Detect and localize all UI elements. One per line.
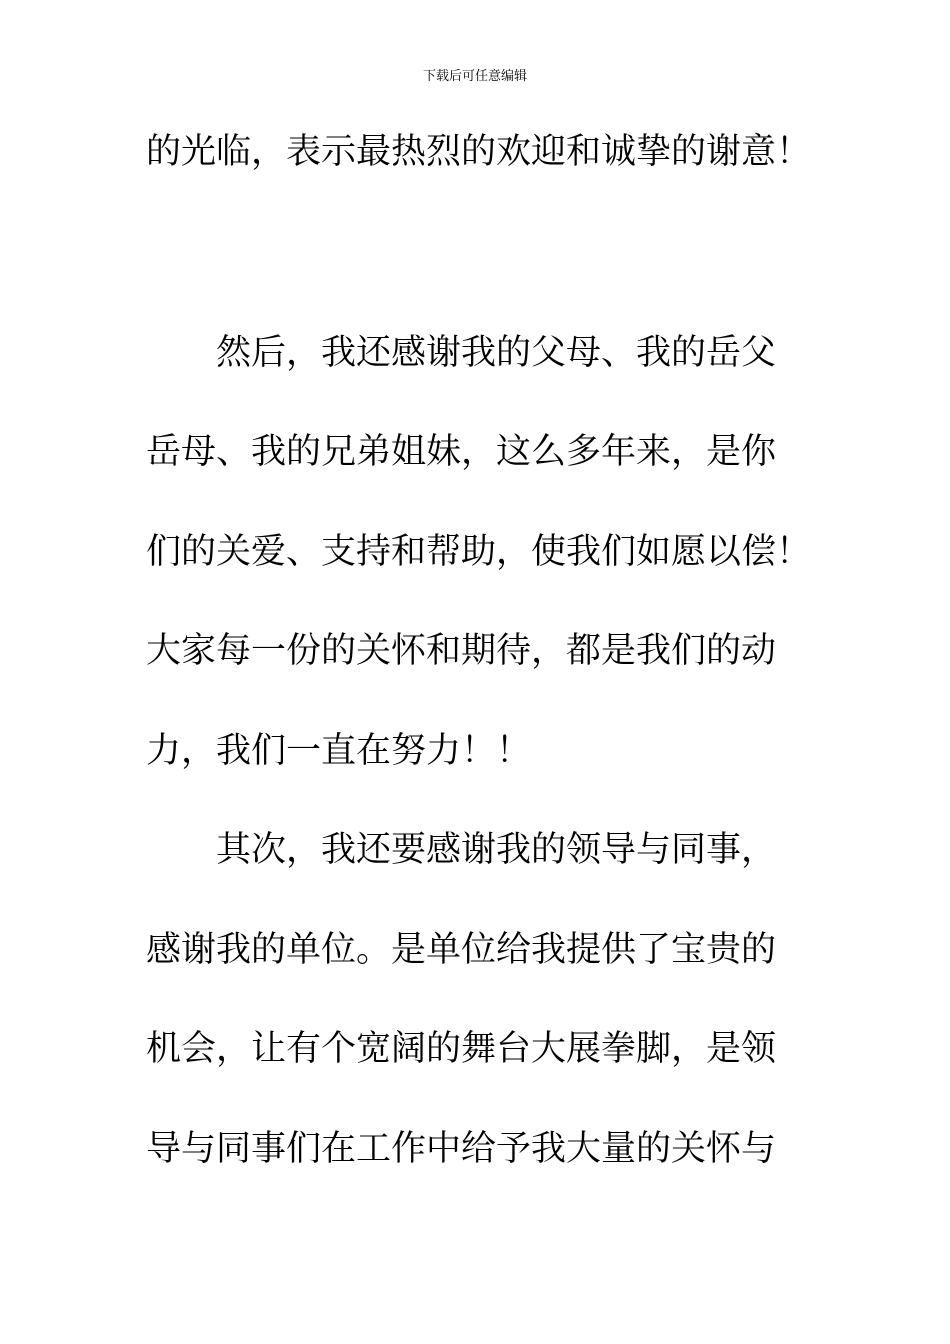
text-line: 们的关爱、支持和帮助，使我们如愿以偿！ [146,532,812,572]
text-line: 然后，我还感谢我的父母、我的岳父 [146,333,777,373]
page-header: 下载后可任意编辑 [422,69,527,84]
text-line: 力，我们一直在努力！！ [146,731,532,771]
text-line: 导与同事们在工作中给予我大量的关怀与 [146,1129,777,1169]
text-line: 的光临，表示最热烈的欢迎和诚挚的谢意！ [146,132,812,172]
text-line: 机会，让有个宽阔的舞台大展拳脚，是领 [146,1029,777,1069]
text-line: 感谢我的单位。是单位给我提供了宝贵的 [146,930,777,970]
text-line: 其次，我还要感谢我的领导与同事， [146,830,777,870]
text-line: 岳母、我的兄弟姐妹，这么多年来，是你 [146,432,777,472]
text-line: 大家每一份的关怀和期待，都是我们的动 [146,631,777,671]
